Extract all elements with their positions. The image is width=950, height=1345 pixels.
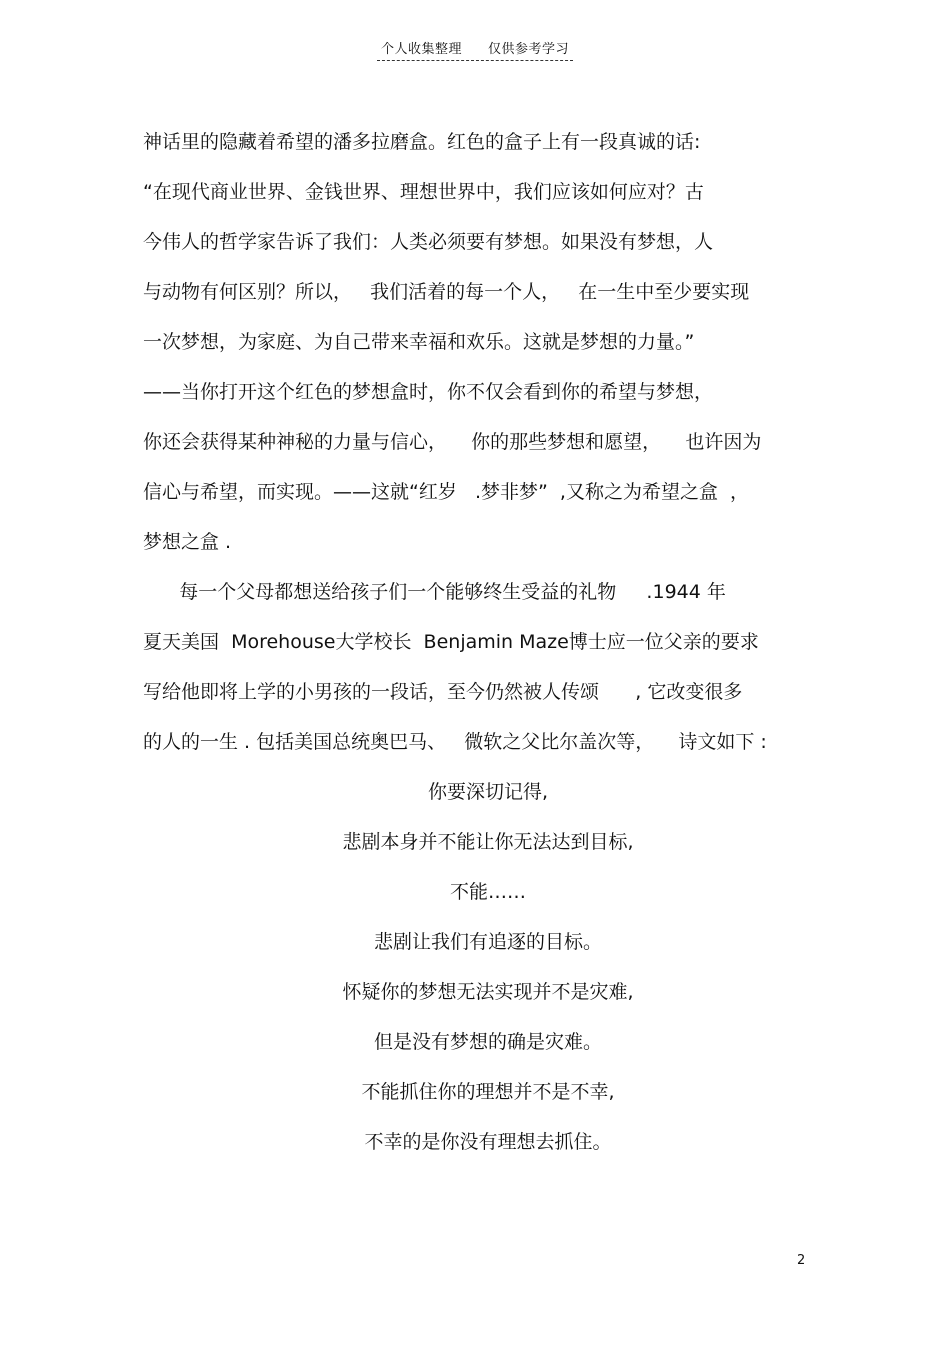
page-number: 2 — [797, 1253, 806, 1268]
header-left-text: 个人收集整理 — [380, 42, 462, 57]
poem-line: 不能抓住你的理想并不是不幸, — [361, 1081, 615, 1103]
poem-line: 你要深切记得, — [427, 781, 549, 803]
paragraph-line: 信心与希望，而实现。——这就“红岁 .梦非梦” ,又称之为希望之盒 ， — [143, 481, 750, 503]
paragraph-line: 今伟人的哲学家告诉了我们：人类必须要有梦想。如果没有梦想，人 — [143, 231, 714, 253]
paragraph-line: “在现代商业世界、金钱世界、理想世界中，我们应该如何应对？古 — [143, 181, 704, 203]
paragraph-line: 梦想之盒 . — [143, 531, 232, 553]
page-header — [0, 38, 950, 61]
poem-line: 不幸的是你没有理想去抓住。 — [364, 1131, 612, 1153]
paragraph-line: 与动物有何区别？所以， 我们活着的每一个人， 在一生中至少要实现 — [143, 281, 750, 303]
paragraph-line: 一次梦想，为家庭、为自己带来幸福和欢乐。这就是梦想的力量。” — [143, 331, 695, 353]
paragraph-line: 你还会获得某种神秘的力量与信心， 你的那些梦想和愿望， 也许因为 — [143, 431, 762, 453]
poem-line: 怀疑你的梦想无法实现并不是灾难, — [342, 981, 634, 1003]
poem-line: 悲剧让我们有追逐的目标。 — [373, 931, 602, 953]
paragraph-line: 的人的一生 . 包括美国总统奥巴马、 微软之父比尔盖次等， 诗文如下 : — [143, 731, 767, 753]
poem-line: 悲剧本身并不能让你无法达到目标, — [342, 831, 634, 853]
poem-line: 不能…… — [449, 881, 526, 903]
paragraph-line: ——当你打开这个红色的梦想盒时，你不仅会看到你的希望与梦想， — [143, 381, 714, 403]
poem-line: 但是没有梦想的确是灾难。 — [373, 1031, 602, 1053]
header-underlined-text — [377, 38, 573, 61]
paragraph-line: 每一个父母都想送给孩子们一个能够终生受益的礼物 .1944 年 — [143, 581, 726, 603]
paragraph-line: 写给他即将上学的小男孩的一段话，至今仍然被人传颂 , 它改变很多 — [143, 681, 743, 703]
header-right-text: 仅供参考学习 — [488, 42, 570, 57]
paragraph-line: 神话里的隐藏着希望的潘多拉磨盒。红色的盒子上有一段真诚的话: — [143, 131, 701, 153]
paragraph-line: 夏天美国 Morehouse大学校长 Benjamin Maze博士应一位父亲的要求 — [143, 631, 759, 653]
